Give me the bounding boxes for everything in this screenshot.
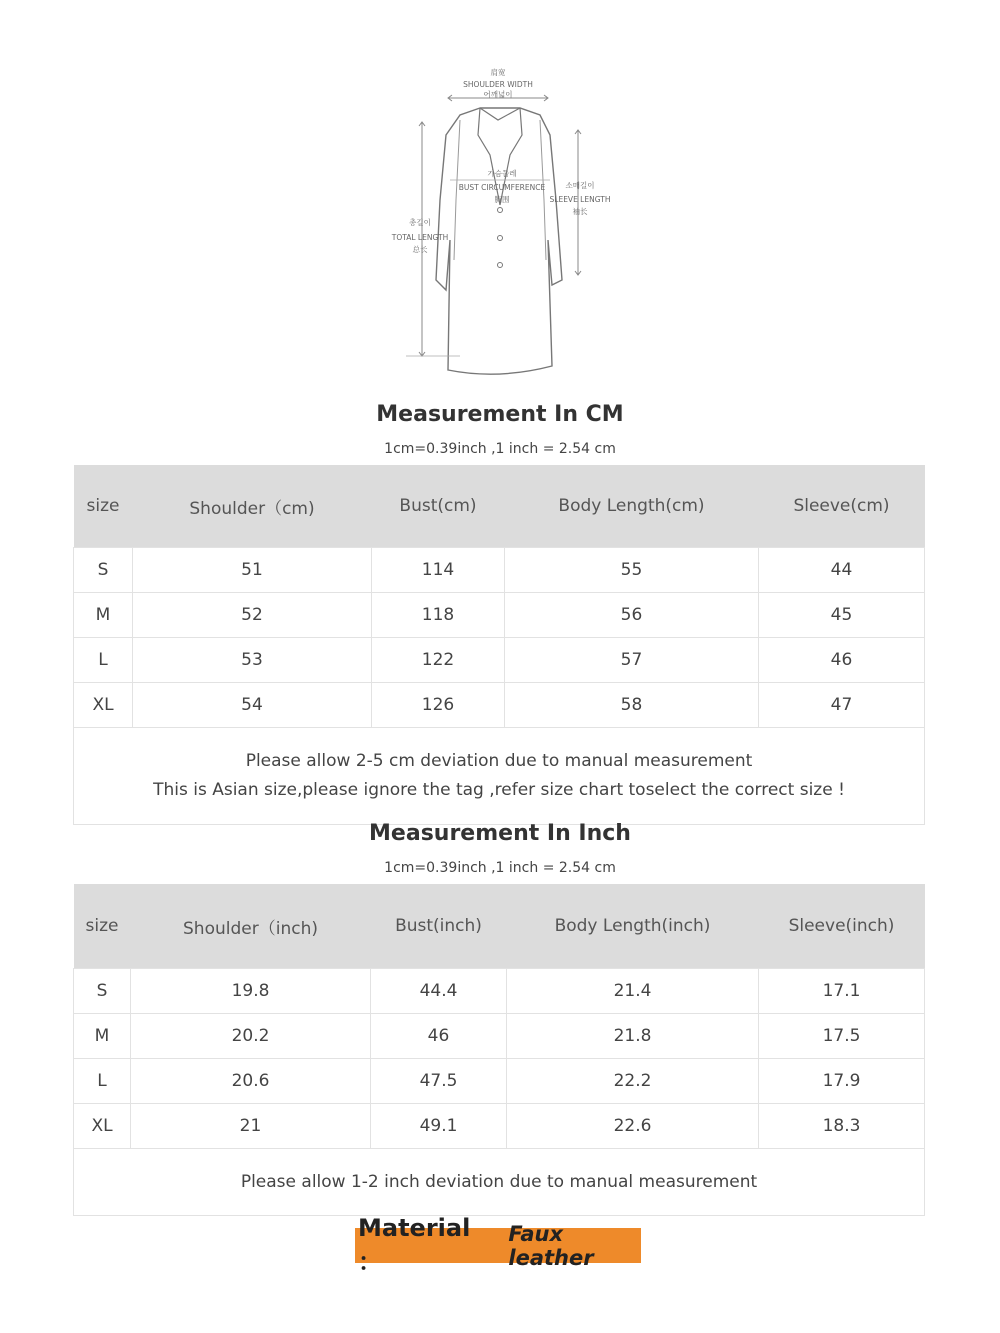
cell-bust: 114 (372, 548, 505, 593)
cell-size: S (74, 548, 133, 593)
cell-body-length: 22.2 (507, 1059, 759, 1104)
header-sleeve: Sleeve(inch) (759, 884, 925, 969)
inch-note-cell (74, 1149, 925, 1216)
shoulder-label-cn: 肩宽 (490, 68, 506, 77)
cell-size: M (74, 593, 133, 638)
sleeve-label-en: SLEEVE LENGTH (549, 195, 611, 204)
header-sleeve: Sleeve(cm) (759, 465, 925, 548)
cell-sleeve: 44 (759, 548, 925, 593)
cell-sleeve: 46 (759, 638, 925, 683)
header-shoulder: Shoulder（cm) (133, 465, 372, 548)
cell-body-length: 22.6 (507, 1104, 759, 1149)
cell-size: S (74, 969, 131, 1014)
cell-shoulder: 53 (133, 638, 372, 683)
table-row (74, 593, 925, 638)
table-row (74, 969, 925, 1014)
cm-size-table (73, 465, 925, 825)
table-row (74, 548, 925, 593)
material-banner (355, 1214, 641, 1276)
cm-section-title: Measurement In CM (376, 402, 624, 427)
header-shoulder: Shoulder（inch) (131, 884, 371, 969)
coat-outline-illustration (380, 60, 630, 380)
inch-size-table (73, 884, 925, 1216)
header-body-length: Body Length(inch) (507, 884, 759, 969)
cell-bust: 46 (371, 1014, 507, 1059)
cell-bust: 44.4 (371, 969, 507, 1014)
cell-shoulder: 52 (133, 593, 372, 638)
asian-size-note: This is Asian size,please ignore the tag ,refer size chart toselect the correct size ! (153, 780, 845, 800)
shoulder-label-en: SHOULDER WIDTH (463, 80, 533, 89)
cell-sleeve: 18.3 (759, 1104, 925, 1149)
cell-bust: 122 (372, 638, 505, 683)
cell-bust: 49.1 (371, 1104, 507, 1149)
inch-section-title: Measurement In Inch (369, 821, 631, 846)
cell-body-length: 21.4 (507, 969, 759, 1014)
cell-bust: 118 (372, 593, 505, 638)
table-row (74, 1059, 925, 1104)
total-length-label-kr: 총길이 (409, 218, 431, 227)
cell-size: M (74, 1014, 131, 1059)
bust-label-kr: 가슴둘레 (487, 169, 517, 178)
total-length-label-en: TOTAL LENGTH (391, 233, 449, 242)
inch-section-subtitle: 1cm=0.39inch ,1 inch = 2.54 cm (384, 860, 616, 876)
header-size: size (74, 884, 131, 969)
cell-sleeve: 17.9 (759, 1059, 925, 1104)
table-header-row (74, 465, 925, 548)
bust-label-cn: 胸围 (494, 195, 510, 204)
cell-shoulder: 20.2 (131, 1014, 371, 1059)
cell-size: L (74, 1059, 131, 1104)
cell-bust: 126 (372, 683, 505, 728)
table-row (74, 1104, 925, 1149)
cell-body-length: 55 (505, 548, 759, 593)
shoulder-label-kr: 어깨넓이 (483, 90, 513, 99)
cell-shoulder: 51 (133, 548, 372, 593)
coat-measurement-diagram (380, 60, 630, 380)
cell-sleeve: 47 (759, 683, 925, 728)
cell-size: XL (74, 683, 133, 728)
cell-sleeve: 45 (759, 593, 925, 638)
material-label: Material ： (358, 1214, 471, 1276)
cell-size: XL (74, 1104, 131, 1149)
sleeve-label-cn: 袖长 (572, 207, 588, 216)
table-row (74, 683, 925, 728)
sleeve-label-kr: 소매길이 (565, 181, 595, 190)
cell-size: L (74, 638, 133, 683)
cm-deviation-note: Please allow 2-5 cm deviation due to manual measurement (245, 751, 753, 771)
cm-note-cell (74, 728, 925, 825)
table-note-row (74, 1149, 925, 1216)
cell-shoulder: 54 (133, 683, 372, 728)
cell-shoulder: 20.6 (131, 1059, 371, 1104)
cell-sleeve: 17.5 (759, 1014, 925, 1059)
header-bust: Bust(inch) (371, 884, 507, 969)
table-note-row (74, 728, 925, 825)
cell-body-length: 58 (505, 683, 759, 728)
cell-body-length: 57 (505, 638, 759, 683)
table-row (74, 1014, 925, 1059)
cell-body-length: 56 (505, 593, 759, 638)
table-header-row (74, 884, 925, 969)
cell-shoulder: 21 (131, 1104, 371, 1149)
inch-deviation-note: Please allow 1-2 inch deviation due to manual measurement (240, 1171, 758, 1192)
material-value: Faux leather (508, 1221, 594, 1270)
cm-section-subtitle: 1cm=0.39inch ,1 inch = 2.54 cm (384, 441, 616, 457)
header-size: size (74, 465, 133, 548)
header-bust: Bust(cm) (372, 465, 505, 548)
header-body-length: Body Length(cm) (505, 465, 759, 548)
cell-shoulder: 19.8 (131, 969, 371, 1014)
cell-bust: 47.5 (371, 1059, 507, 1104)
cell-sleeve: 17.1 (759, 969, 925, 1014)
cell-body-length: 21.8 (507, 1014, 759, 1059)
table-row (74, 638, 925, 683)
bust-label-en: BUST CIRCUMFERENCE (458, 183, 546, 192)
total-length-label-cn: 总长 (412, 245, 428, 254)
